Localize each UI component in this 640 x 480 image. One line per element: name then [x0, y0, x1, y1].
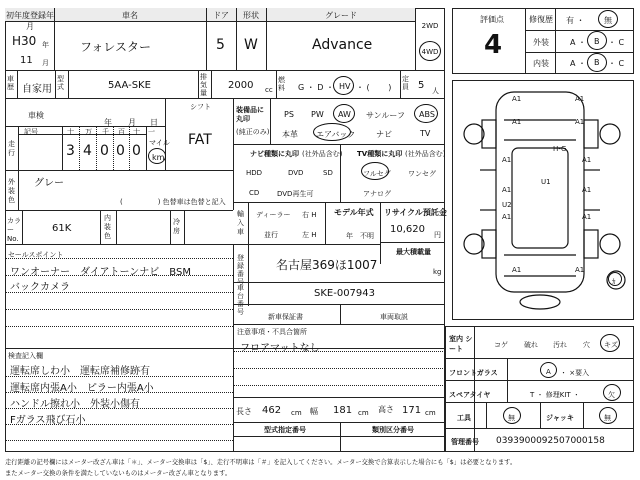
grade-value: Advance — [312, 37, 373, 53]
interior-sheet-label: 室内 シート — [449, 335, 473, 353]
fuel-hv: HV — [339, 82, 351, 91]
navi-dvd-play: DVD再生可 — [277, 190, 314, 198]
tools-label: 工具 — [457, 414, 471, 422]
recycle-unit: 円 — [434, 231, 441, 239]
disp-value: 2000 — [228, 80, 254, 91]
capacity-label: 定員 — [402, 75, 409, 91]
dmg-a1-11: A1 — [512, 266, 522, 274]
recycle-label: リサイクル預託金 — [384, 208, 447, 217]
use-value: 自家用 — [22, 84, 52, 95]
fuel-options: G ・ D ・ — [298, 83, 334, 92]
tools-circle — [503, 407, 521, 424]
equip-ps: PS — [284, 110, 294, 119]
manual: 車両取説 — [380, 313, 408, 321]
fourwd-label: 4WD — [421, 48, 439, 56]
digit-2: 4 — [83, 143, 92, 159]
spare-circled: 欠 — [608, 391, 615, 399]
fuel-paren: ・ ( ) — [356, 83, 392, 92]
equip-tv: TV — [420, 129, 431, 138]
inspector-line-3: ハンドル擦れ小 外装小傷有 — [10, 399, 140, 410]
model-year-label: モデル年式 — [334, 208, 374, 217]
digit-1: 3 — [66, 143, 75, 159]
fuel-hv-circle — [333, 76, 354, 95]
tv-oneseg: ワンセグ — [408, 170, 436, 178]
km-circle — [148, 148, 166, 164]
inspector-label: 検査記入欄 — [8, 352, 43, 360]
score-value: 4 — [484, 30, 503, 60]
repair-label: 修復歴 — [529, 15, 553, 24]
footer-line-1: 走行距離の記号欄にはメーター改ざん車は「＊」、メーター交換車は「$」、走行不明車は「＃」を記入してください。メーター交換で合算表示した場合にも「$」は必要となります。 — [5, 459, 517, 466]
month-unit: 月 — [128, 118, 136, 127]
navi-cd: CD — [249, 189, 260, 197]
color-note: ( ) 色替車は色替と記入 — [120, 198, 226, 206]
notes-line-1: フロアマットなし — [240, 343, 320, 354]
height-unit: cm — [425, 409, 436, 417]
tv-type-sub: (社外品含む) — [405, 150, 446, 158]
jack-circled: 無 — [604, 414, 611, 422]
capacity-unit: 人 — [432, 87, 439, 95]
dmg-a1-6: A1 — [502, 186, 512, 194]
use-label: 車歴 — [7, 75, 14, 91]
tools-circled: 無 — [508, 414, 515, 422]
grade-label: グレード — [325, 11, 357, 20]
repair-no: 無 — [604, 16, 612, 25]
color-value: グレー — [34, 178, 64, 189]
digit-h-5: 十 — [133, 128, 140, 136]
import-parallel: 並行 — [264, 231, 278, 239]
sheet-kizu-circle — [600, 334, 620, 352]
import-label: 輸入車 — [237, 210, 244, 236]
navi-dvd: DVD — [288, 169, 304, 177]
dmg-a1-5: A1 — [502, 156, 512, 164]
digit-h-1: 十 — [67, 128, 74, 136]
height-label: 高さ — [378, 405, 394, 414]
length-label: 長さ — [236, 407, 252, 416]
spare-label: スペアタイヤ — [449, 391, 491, 399]
sheet-yogore: 汚れ — [553, 341, 567, 349]
fuel-label: 燃料 — [278, 76, 285, 92]
navi-type-label: ナビ種類に丸印 — [250, 150, 299, 158]
inspector-line-4: Fガラス飛び石小 — [10, 415, 86, 426]
repair-yes: 有 ・ — [566, 16, 585, 25]
reg-month-unit: 月 — [42, 59, 49, 67]
jack-label: ジャッキ — [546, 414, 574, 422]
dmg-a1-8: A1 — [582, 186, 592, 194]
colorno-label: カラー No. — [7, 217, 21, 243]
width-unit: cm — [358, 409, 369, 417]
capacity-value: 5 — [418, 80, 425, 91]
front-glass-label: フロントガラス — [449, 369, 498, 377]
mgmt-value: 0393900092507000158 — [496, 436, 605, 446]
score-label: 評価点 — [480, 15, 504, 24]
exterior-b: B — [594, 37, 600, 46]
exterior-c: ・ C — [608, 38, 625, 47]
digit-h-3: 千 — [102, 128, 109, 136]
exterior-b-circle — [587, 31, 607, 50]
dmg-a1-3: A1 — [512, 118, 522, 126]
length-value: 462 — [262, 405, 282, 416]
type-label: 型式指定番号 — [264, 426, 306, 434]
fourwd-circle — [419, 41, 441, 61]
equip-sub: (純正のみ) — [236, 128, 270, 136]
digit-h-6: 一 — [148, 128, 155, 136]
recycle-value: 10,620 — [390, 224, 425, 235]
mileage-label: 走行 — [8, 140, 15, 157]
front-glass-rest: ・ ×要入 — [560, 369, 590, 377]
disp-label: 排気量 — [200, 73, 207, 97]
shaken-label: 車検 — [28, 111, 44, 120]
tv-fullseg-circle — [361, 162, 389, 180]
height-value: 171 — [402, 405, 422, 416]
car-diagram — [452, 80, 634, 320]
max-load-unit: kg — [433, 268, 442, 276]
import-left: 左 H — [302, 231, 317, 239]
dmg-hg: H-G — [553, 145, 567, 153]
dmg-a1-4: A1 — [575, 118, 585, 126]
day-unit: 日 — [150, 118, 158, 127]
navi-sd: SD — [323, 169, 333, 177]
front-glass-a-circle — [540, 362, 557, 378]
navi-hdd: HDD — [246, 169, 263, 177]
sheet-yabure: 破れ — [524, 341, 538, 349]
colorno-value: 61K — [52, 223, 72, 234]
equip-pw: PW — [311, 110, 324, 119]
interior-b: B — [594, 58, 600, 67]
exterior-grades: A ・ — [570, 38, 587, 47]
km-unit: km — [152, 153, 165, 162]
digit-4: 0 — [116, 143, 125, 159]
interior-b-circle — [587, 53, 607, 72]
exterior-label: 外装 — [533, 38, 549, 47]
model-value: 5AA-SKE — [108, 80, 151, 91]
mgmt-label: 管理番号 — [451, 438, 479, 446]
equip-airbag-circle — [313, 123, 351, 141]
interior-color-label: 内装色 — [104, 214, 111, 240]
shift-label: シフト — [190, 103, 211, 111]
dmg-a1-12: A1 — [575, 266, 585, 274]
aircon-label: 冷房 — [173, 218, 180, 235]
class-label: 類別区分番号 — [372, 426, 414, 434]
model-label: 型式 — [57, 75, 64, 91]
digit-3: 0 — [100, 143, 109, 159]
repair-no-circle — [598, 10, 618, 28]
mile-unit: マイル — [149, 139, 170, 147]
year-unit: 年 — [104, 118, 112, 127]
dmg-u2: U2 — [502, 201, 512, 209]
interior-grades: A ・ — [570, 59, 587, 68]
digit-5: 0 — [132, 143, 141, 159]
digit-h-2: 万 — [85, 128, 92, 136]
equip-label: 装備品に丸印 — [236, 106, 264, 123]
dmg-a1-9: A1 — [502, 213, 512, 221]
equip-abs-circle — [414, 104, 438, 123]
reg-year-unit: 年 — [42, 41, 49, 49]
dmg-a1-1: A1 — [512, 95, 522, 103]
footer-line-2: またメーター交換の条件を満たしていないものはメーター改ざん車となります。 — [5, 470, 232, 477]
dmg-a1-10: A1 — [582, 213, 592, 221]
sheet-kogane: コゲ — [494, 341, 508, 349]
navi-type-sub: (社外品含む) — [302, 150, 343, 158]
notes-label: 注意事項・不具合箇所 — [237, 328, 307, 336]
new-warranty: 新車保証書 — [268, 313, 303, 321]
inspector-line-1: 運転席しわ小 運転席補修跡有 — [10, 366, 150, 377]
equip-leather: 本革 — [282, 130, 298, 139]
dmg-u1: U1 — [541, 178, 551, 186]
interior-label: 内装 — [533, 59, 549, 68]
equip-navi: ナビ — [376, 130, 392, 139]
equip-abs: ABS — [419, 110, 435, 119]
dmg-a1-7: A1 — [582, 156, 592, 164]
door-label: ドア — [213, 11, 229, 20]
reg-date-label: 初年度登録年月 — [6, 11, 54, 31]
dmg-a1-2: A1 — [575, 95, 585, 103]
tv-fullseg: フルセグ — [363, 170, 391, 178]
car-name: フォレスター — [80, 40, 152, 54]
name-label: 車名 — [122, 11, 138, 20]
inspector-line-2: 運転席内張A小 ピラー内張A小 — [10, 383, 154, 394]
dmg-ka-circle — [608, 272, 622, 286]
equip-sunroof: サンルーフ — [366, 111, 405, 120]
import-right: 右 H — [302, 211, 317, 219]
digit-h-4: 百 — [118, 128, 125, 136]
spare-circle — [603, 384, 621, 401]
tv-type-label: TV種類に丸印 — [357, 150, 403, 158]
dmg-ka: ｶ — [612, 278, 616, 286]
digit-h-0: 記号 — [24, 128, 38, 136]
import-dealer: ディーラー — [256, 211, 291, 219]
interior-c: ・ C — [608, 59, 625, 68]
disp-unit: cc — [265, 86, 273, 94]
sale-points-label: セールスポイント — [8, 251, 64, 259]
equip-airbag: エアバック — [316, 130, 356, 139]
max-load-label: 最大積載量 — [396, 248, 431, 256]
chassis-value: SKE-007943 — [314, 288, 376, 299]
twowd-label: 2WD — [421, 22, 439, 30]
tv-analog: アナログ — [363, 190, 391, 198]
spare-opts: T ・ 修理KIT ・ — [530, 391, 580, 399]
color-label: 外装色 — [8, 178, 15, 204]
equip-aw-circle — [333, 104, 355, 123]
doors-value: 5 — [216, 37, 225, 53]
width-label: 幅 — [310, 407, 318, 416]
reg-label: 登録番号 — [237, 254, 244, 286]
equip-aw: AW — [338, 110, 351, 119]
length-unit: cm — [291, 409, 302, 417]
sale-point-line-2: バックカメラ — [10, 282, 70, 293]
front-glass-a: A — [546, 368, 551, 376]
shape-label: 形状 — [243, 11, 259, 20]
sheet-kizu: キズ — [604, 341, 618, 349]
reg-value: 名古屋369ほ1007 — [276, 258, 378, 272]
reg-era: H30 — [12, 34, 37, 48]
sheet-ana: 穴 — [583, 341, 590, 349]
model-year-value: 年 不明 — [346, 232, 374, 240]
reg-month: 11 — [20, 55, 33, 66]
shape-value: W — [244, 37, 258, 53]
shift-value: FAT — [188, 132, 212, 148]
sale-point-line-1: ワンオーナー ダイアトーンナビ BSM — [10, 267, 191, 278]
jack-circle — [599, 407, 617, 424]
chassis-label: 車台番号 — [237, 284, 244, 316]
width-value: 181 — [333, 405, 353, 416]
